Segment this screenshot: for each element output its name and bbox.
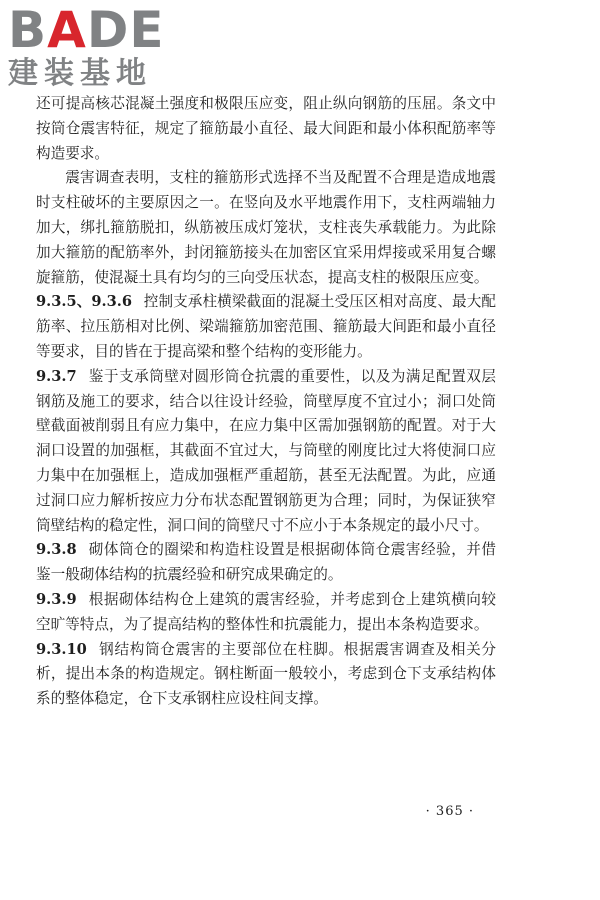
paragraph-text: 震害调查表明，支柱的箍筋形式选择不当及配置不合理是造成地震时支柱破坏的主要原因之一。在竖向及水平地震作用下，支柱两端轴力加大，绑扎箍筋脱扣，纵筋被压成灯笼状，支柱丧失承载能力。为此除加大箍筋的配筋率外，封闭箍筋接头在加密区宜采用焊接或采用复合螺旋箍筋，使混凝土具有均匀的三向受压状态，提高支柱的极限压应变。	[36, 169, 496, 286]
paragraph-text: 根据砌体结构仓上建筑的震害经验，并考虑到仓上建筑横向较空旷等特点，为了提高结构的整体性和抗震能力，提出本条构造要求。	[36, 590, 496, 633]
clause-number: 9.3.8	[36, 541, 77, 559]
clause-number: 9.3.9	[36, 590, 77, 608]
paragraph-text: 控制支承柱横梁截面的混凝土受压区相对高度、最大配筋率、拉压筋相对比例、梁端箍筋加密范围、箍筋最大间距和最小直径等要求，目的皆在于提高梁和整个结构的变形能力。	[36, 293, 496, 360]
body-paragraph	[36, 166, 496, 290]
clause-paragraph	[36, 588, 496, 638]
clause-paragraph	[36, 290, 496, 364]
paragraph-text: 砌体筒仓的圈梁和构造柱设置是根据砌体筒仓震害经验，并借鉴一般砌体结构的抗震经验和研究成果确定的。	[36, 541, 496, 584]
clause-number: 9.3.10	[36, 640, 87, 658]
logo-letter-b: B	[8, 1, 48, 59]
paragraph-text: 还可提高核芯混凝土强度和极限压应变，阻止纵向钢筋的压屈。条文中按筒仓震害特征，规定了箍筋最小直径、最大间距和最小体积配筋率等构造要求。	[36, 95, 496, 162]
clause-paragraph	[36, 365, 496, 539]
document-body	[36, 92, 496, 712]
clause-number: 9.3.7	[36, 367, 77, 385]
body-paragraph	[36, 92, 496, 166]
clause-paragraph	[36, 638, 496, 712]
paragraph-text: 钢结构筒仓震害的主要部位在柱脚。根据震害调查及相关分析，提出本条的构造规定。钢柱断面一般较小，考虑到仓下支承结构体系的整体稳定，仓下支承钢柱应设柱间支撑。	[36, 640, 496, 708]
clause-paragraph	[36, 538, 496, 588]
clause-number: 9.3.5、9.3.6	[36, 293, 133, 311]
page-number: · 365 ·	[425, 804, 474, 819]
logo-chinese-text: 建装基地	[8, 56, 152, 91]
logo-letters-de: DE	[86, 1, 165, 59]
bade-logo	[8, 1, 165, 92]
paragraph-text: 鉴于支承筒壁对圆形筒仓抗震的重要性，以及为满足配置双层钢筋及施工的要求，结合以往设计经验，筒壁厚度不宜过小；洞口处筒壁截面被削弱且有应力集中，在应力集中区需加强钢筋的配置。对于大洞口设置的加强框，其截面不宜过大，与筒壁的刚度比过大将使洞口应力集中在加强框上，造成加强框严重超筋，甚至无法配置。为此，应通过洞口应力解析按应力分布状态配置钢筋更为合理；同时，为保证狭窄筒壁结构的稳定性，洞口间的筒壁尺寸不应小于本条规定的最小尺寸。	[36, 367, 496, 534]
logo-wordmark	[8, 1, 165, 59]
logo-letter-a-accent: A	[47, 1, 87, 59]
